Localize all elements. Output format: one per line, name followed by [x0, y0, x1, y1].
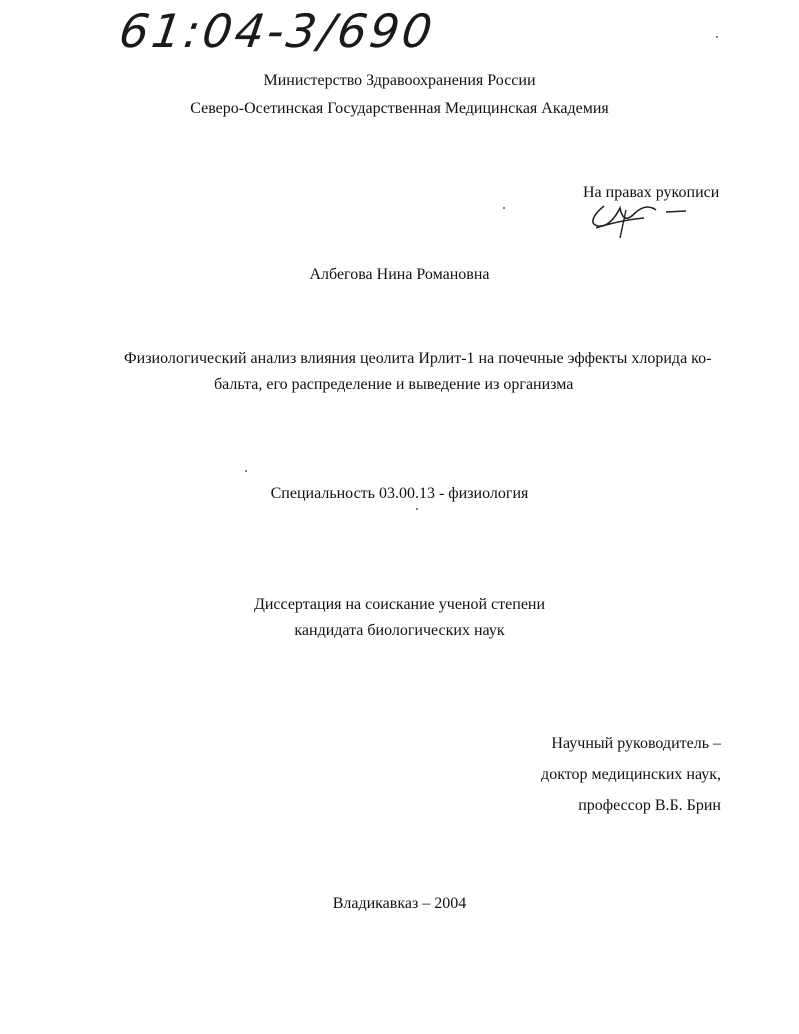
- archive-code-handwritten: 61:04-3/690: [116, 4, 439, 58]
- supervisor-name: профессор В.Б. Брин: [578, 797, 721, 814]
- thesis-title-line-1: Физиологический анализ влияния цеолита Ирлит-1 на почечные эффекты хлорида ко-: [124, 350, 712, 367]
- academy-heading: Северо-Осетинская Государственная Медицинская Академия: [190, 100, 609, 117]
- dissertation-line-2: кандидата биологических наук: [294, 622, 505, 639]
- signature-icon: [586, 196, 696, 246]
- scan-speck: [245, 470, 247, 472]
- specialty: Специальность 03.00.13 - физиология: [270, 485, 529, 502]
- thesis-title-line-2: бальта, его распределение и выведение из организма: [214, 376, 574, 393]
- manuscript-note: На правах рукописи: [583, 184, 720, 201]
- ministry-heading: Министерство Здравоохранения России: [263, 72, 536, 89]
- supervisor-block: [541, 728, 721, 821]
- author-name: Албегова Нина Романовна: [309, 266, 490, 283]
- scan-speck: [416, 508, 418, 510]
- city-year: Владикавказ – 2004: [332, 895, 467, 912]
- dissertation-line-1: Диссертация на соискание ученой степени: [253, 596, 546, 613]
- scan-speck: [716, 36, 718, 38]
- supervisor-role: Научный руководитель –: [551, 735, 721, 752]
- supervisor-degree: доктор медицинских наук,: [541, 766, 721, 783]
- scan-speck: [503, 207, 505, 209]
